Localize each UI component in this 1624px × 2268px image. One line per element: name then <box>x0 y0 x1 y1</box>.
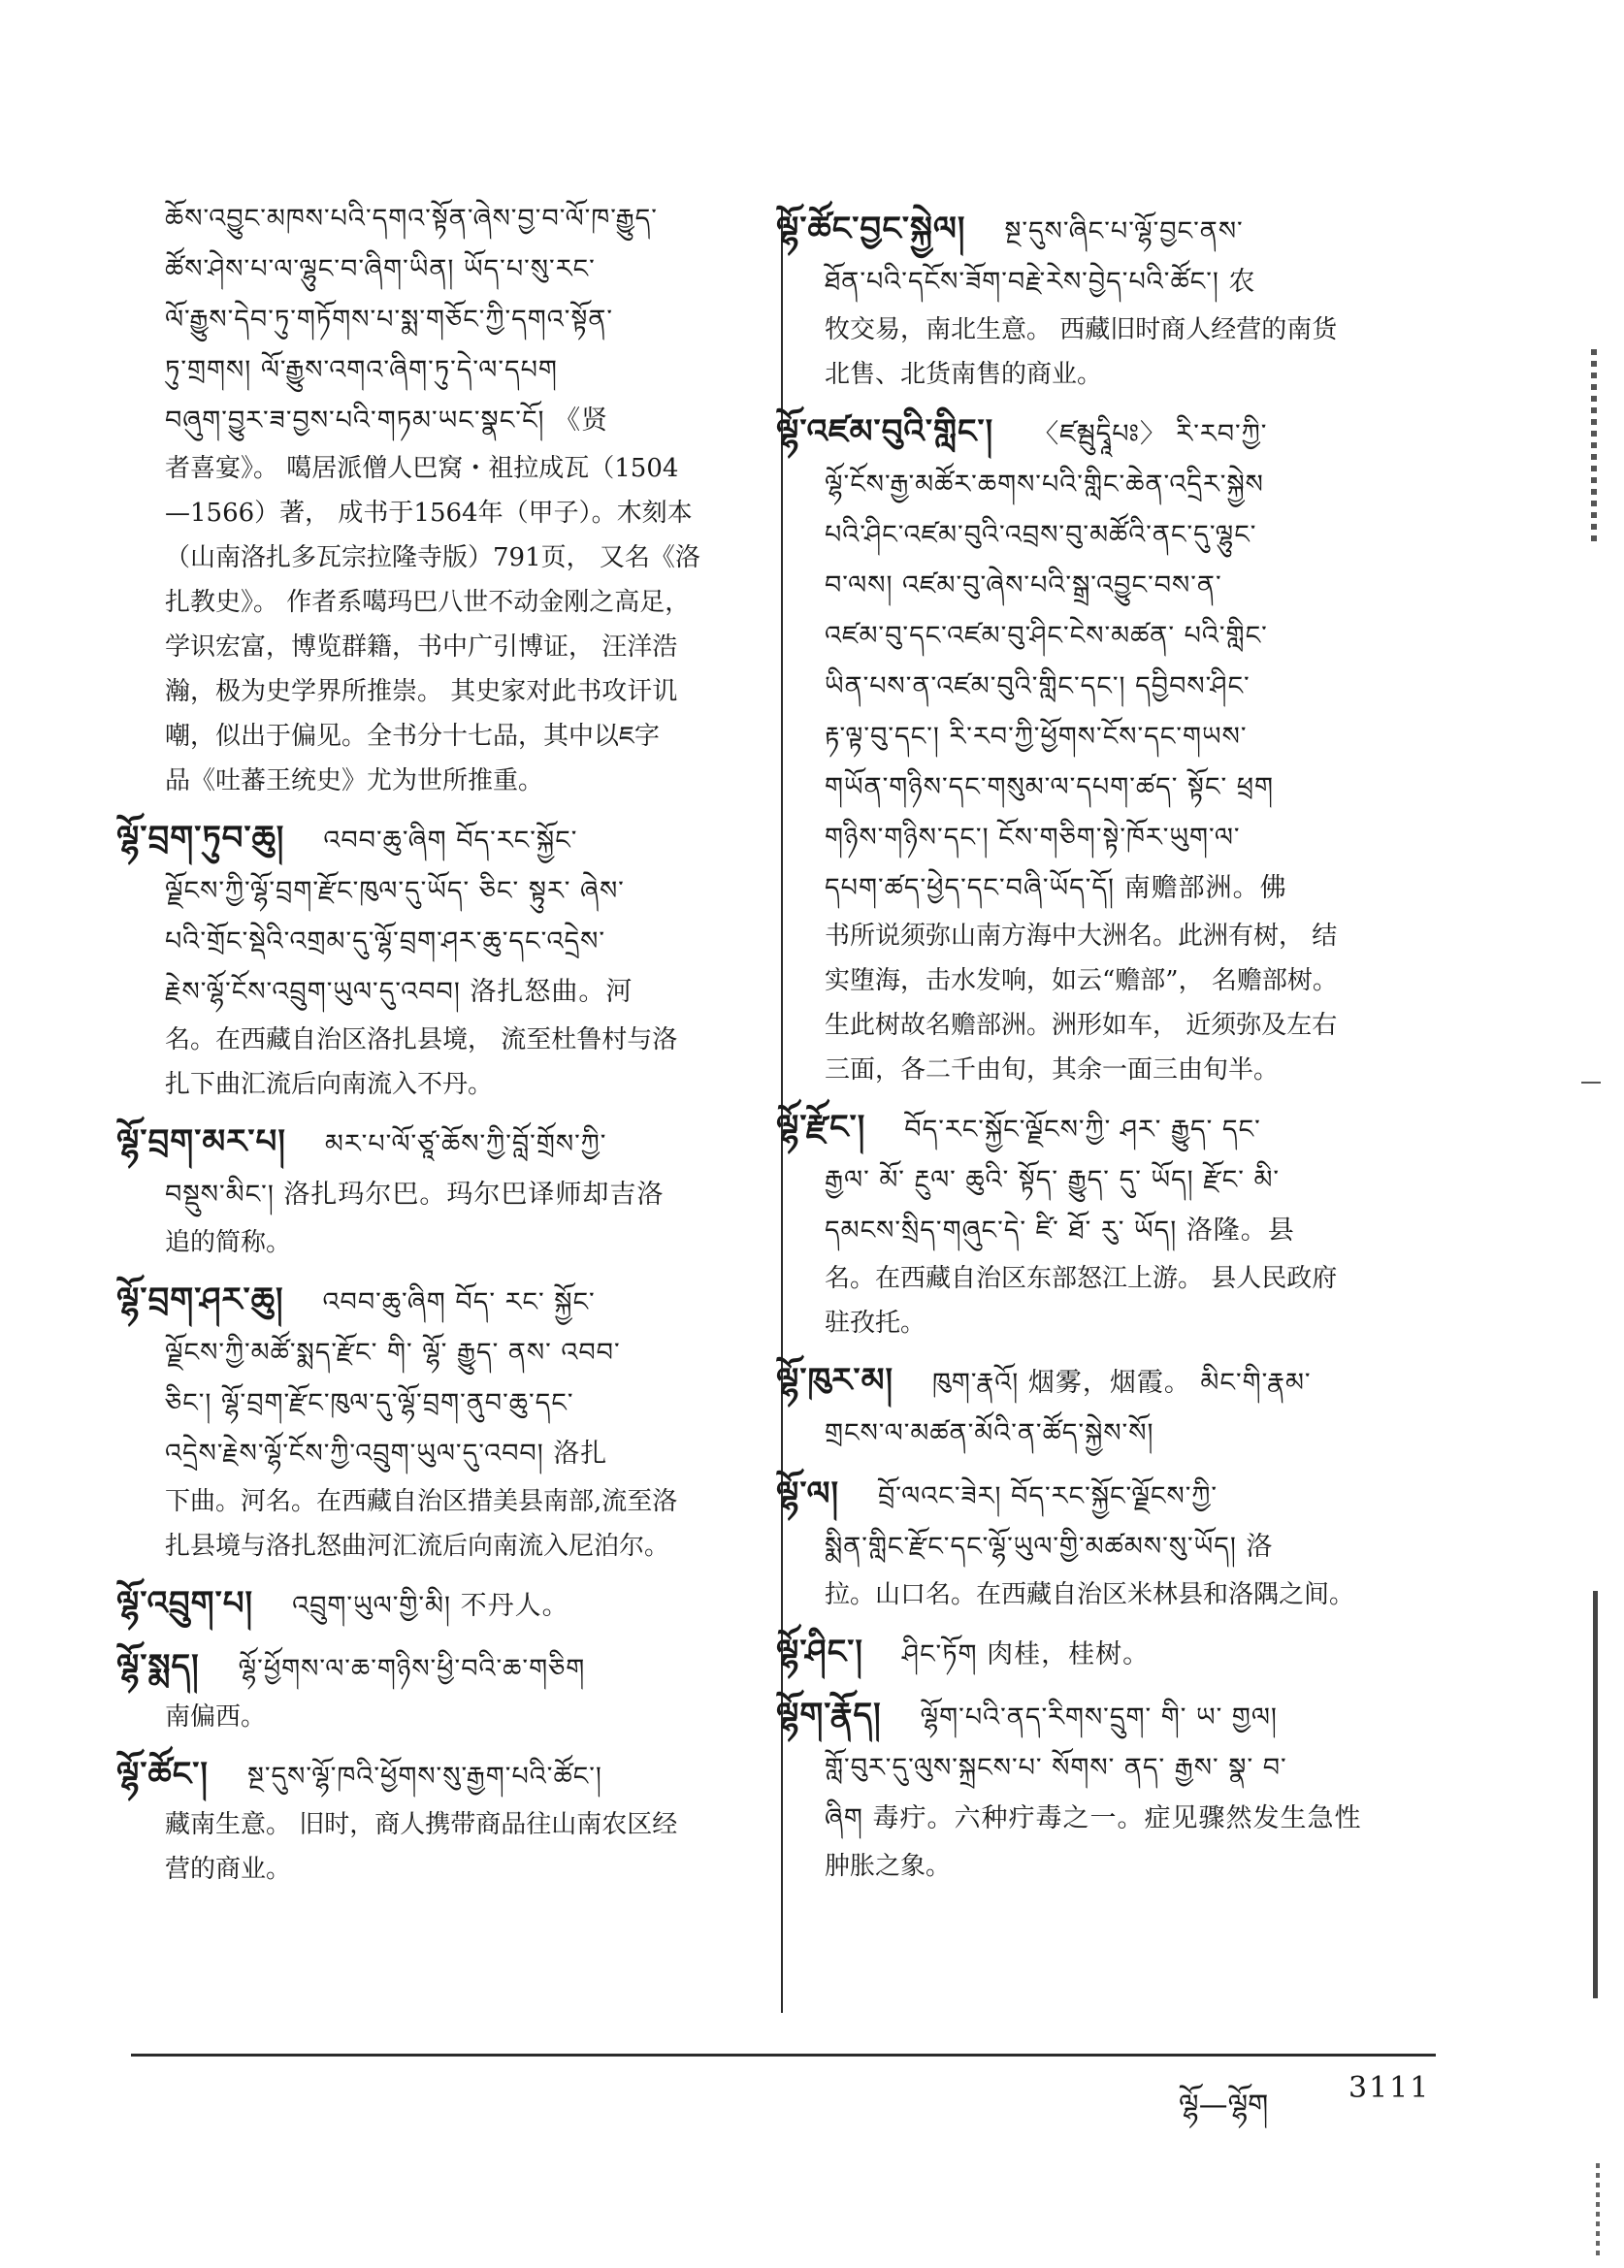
definition-line: 嘲，似出于偏见。全书分十七品，其中以ཇ字 <box>165 722 660 751</box>
dictionary-entry <box>116 1641 766 1739</box>
definition-line: 瀚，极为史学界所推崇。 其史家对此书攻讦讥 <box>165 677 678 706</box>
definition-line: 营的商业。 <box>165 1855 292 1884</box>
tibetan-text-line <box>776 1355 1436 1409</box>
dictionary-entry <box>116 1749 766 1892</box>
entry-first-line-text: མར་པ་ལོ་ཙཱ་ཆོས་ཀྱི་བློ་གྲོས་ཀྱི་ <box>324 1129 607 1159</box>
entry-first-line-text: སྔ་དུས་ཞིང་པ་ལྷོ་བྱང་ནས་ <box>1004 216 1244 246</box>
tibetan-text-line: བསྡུས་མིང་། 洛扎玛尔巴。玛尔巴译师却吉洛 <box>165 1180 665 1210</box>
tibetan-text-line: ཡིན་པས་ན་འཛམ་བུའི་གླིང་དང་། དབྱིབས་ཤིང་ <box>825 671 1250 701</box>
entry-first-line-text: ཤིང་ཏོག 肉桂，桂树。 <box>901 1639 1151 1669</box>
definition-line: 名。在西藏自治区东部怒江上游。 县人民政府 <box>825 1264 1338 1293</box>
definition-line: 三面，各二千由旬，其余一面三由旬半。 <box>825 1055 1280 1085</box>
entry-headword: ལྷོ་རྫོང་། <box>776 1108 866 1147</box>
tibetan-text-line <box>116 1275 766 1328</box>
entry-first-line-text: འབབ་ཆུ་ཞིག བོད་ རང་ སྐྱོང་ <box>322 1287 596 1317</box>
tibetan-text-line: རྗེས་ལྷོ་ངོས་འབྲུག་ཡུལ་དུ་འབབ། 洛扎怒曲。河 <box>165 977 633 1007</box>
tibetan-text-line: གཉིས་གཉིས་དང་། ངོས་གཅིག་སྟེ་ཁོར་ཡུག་ལ་ <box>825 823 1241 853</box>
entry-first-line-text: ལྷོག་པའི་ནད་རིགས་དྲུག་ གི་ ཡ་ གྱལ། <box>920 1702 1278 1733</box>
tibetan-text-line: ཏུ་གྲགས། ལོ་རྒྱུས་འགའ་ཞིག་ཏུ་དེ་ལ་དཔག <box>165 355 558 385</box>
tibetan-text-line: ལོ་རྒྱུས་དེབ་ཏུ་གཏོགས་པ་སྨ་གཅོང་ཀྱི་དགའ་སྟོན་ <box>165 305 614 335</box>
dictionary-entry <box>776 204 1436 397</box>
entry-headword: ལྷོ་འབྲུག་པ། <box>116 1584 254 1623</box>
dictionary-entry <box>116 813 766 1107</box>
entry-headword: ལྷོ་ཁུར་མ། <box>776 1361 894 1400</box>
right-column <box>776 194 1436 1889</box>
definition-line: 书所说须弥山南方海中大洲名。此洲有树， 结 <box>825 922 1338 951</box>
left-column <box>116 194 766 1892</box>
tibetan-text-line: ལྷོ་ངོས་རྒྱ་མཚོར་ཆགས་པའི་གླིང་ཆེན་འདྲིར་སྐྱེས <box>825 470 1264 500</box>
footer-headword-range: ལྷོ—ལྷོག <box>1179 2089 1269 2122</box>
tibetan-text-line: འཛམ་བུ་དང་འཛམ་བུ་ཤིང་ངེས་མཚན་ པའི་གླིང་ <box>825 621 1268 651</box>
tibetan-text-line: སྨིན་གླིང་རྫོང་དང་ལྷོ་ཡུལ་གྱི་མཚམས་སུ་ཡོད། 洛 <box>825 1532 1274 1562</box>
entry-first-line-text: 〈ཛམྦུདྭཱིཔཿ〉 རི་རབ་ཀྱི་ <box>1032 419 1268 449</box>
footer-rule <box>131 2054 1436 2057</box>
scan-margin-marks-bottom <box>1596 2163 1600 2260</box>
tibetan-text-line <box>116 1117 766 1170</box>
entry-headword: ལྷོ་བྲག་མར་པ། <box>116 1122 286 1161</box>
tibetan-text-line: གྲངས་ལ་མཚན་མོའི་ན་ཚོད་སྐྱེས་སོ། <box>825 1418 1154 1448</box>
definition-line: 品《吐蕃王统史》尤为世所推重。 <box>165 766 544 795</box>
tibetan-text-line: ལྗོངས་ཀྱི་ལྷོ་བྲག་རྫོང་ཁུལ་དུ་ཡོད་ ཅིང་ སྟུར་ ཞེས་ <box>165 876 625 906</box>
tibetan-text-line: རྒྱལ་ མོ་ རྔུལ་ ཆུའི་ སྟོད་ རྒྱུད་ དུ་ ཡོད། རྫོང་ མི་ <box>825 1165 1281 1195</box>
definition-line: 扎县境与洛扎怒曲河汇流后向南流入尼泊尔。 <box>165 1532 670 1561</box>
dictionary-entry <box>776 1102 1436 1345</box>
entry-headword: ལྷོ་སྨད། <box>116 1647 200 1686</box>
definition-line: 肿胀之象。 <box>825 1852 952 1881</box>
definition-line: 下曲。河名。在西藏自治区措美县南部,流至洛 <box>165 1487 678 1516</box>
definition-line: 北售、北货南售的商业。 <box>825 360 1103 389</box>
definition-line: 实堕海，击水发响，如云“赡部”， 名赡部树。 <box>825 966 1338 995</box>
tibetan-text-line <box>776 1690 1436 1743</box>
dictionary-entry <box>776 1627 1436 1680</box>
tibetan-text-line: དཔག་ཚད་ཕྱེད་དང་བཞི་ཡོད་དོ། 南赡部洲。佛 <box>825 873 1287 903</box>
tibetan-text-line: ཆོས་འབྱུང་མཁས་པའི་དགའ་སྟོན་ཞེས་བྱ་བ་ལོ་ཁ་རྒྱུད་ <box>165 204 658 234</box>
tibetan-text-line <box>116 1749 766 1802</box>
tibetan-text-line: རྟ་ལྟ་བུ་དང་། རི་རབ་ཀྱི་ཕྱོགས་ངོས་དང་གཡས་ <box>825 722 1248 752</box>
dictionary-entry <box>776 1690 1436 1889</box>
tibetan-text-line: འདྲེས་རྗེས་ལྷོ་ངོས་ཀྱི་འབྲུག་ཡུལ་དུ་འབབ། 洛扎 <box>165 1439 608 1469</box>
dictionary-entry <box>776 1469 1436 1617</box>
definition-line: 拉。山口名。在西藏自治区米林县和洛隅之间。 <box>825 1580 1355 1609</box>
tibetan-text-line <box>116 813 766 866</box>
definition-line: 牧交易，南北生意。 西藏旧时商人经营的南货 <box>825 315 1338 344</box>
tibetan-text-line: ལྗོངས་ཀྱི་མཚོ་སྨད་རྫོང་ གི་ ལྷོ་ རྒྱུད་ ནས་ འབབ་ <box>165 1338 621 1368</box>
entry-first-line-text: སྔ་དུས་ལྷོ་ཁའི་ཕྱོགས་སུ་རྒྱག་པའི་ཚོང་། <box>246 1762 602 1792</box>
definition-line: 生此树故名赡部洲。洲形如车， 近须弥及左右 <box>825 1011 1338 1040</box>
tibetan-text-line: ཚོས་ཤེས་པ་ལ་ལྷུང་བ་ཞིག་ཡིན། ཡོད་པ་སུ་རང་ <box>165 254 596 284</box>
definition-line: 扎下曲汇流后向南流入不丹。 <box>165 1070 494 1099</box>
tibetan-text-line <box>776 1469 1436 1522</box>
scan-margin-marks <box>1591 349 1597 543</box>
tibetan-text-line: གཡོན་གཉིས་དང་གསུམ་ལ་དཔག་ཚད་ སྟོང་ ཕྲག <box>825 772 1275 802</box>
scan-margin-bar <box>1593 1591 1598 1998</box>
definition-line: （山南洛扎多瓦宗拉隆寺版）791页， 又名《洛 <box>165 543 700 572</box>
tibetan-text-line: ཐོན་པའི་དངོས་ཟོག་བརྗེ་རེས་བྱེད་པའི་ཚོང་། 农 <box>825 267 1256 297</box>
definition-line: 驻孜托。 <box>825 1309 926 1338</box>
definition-line: 扎教史》。 作者系噶玛巴八世不动金刚之高足， <box>165 588 691 617</box>
dictionary-entry <box>776 1355 1436 1459</box>
tibetan-text-line: པའི་ཤིང་འཛམ་བུའི་འབྲས་བུ་མཚོའི་ནང་དུ་ལྷུང་ <box>825 520 1257 550</box>
left-entries <box>116 813 766 1892</box>
tibetan-text-line: གློ་བུར་དུ་ལུས་སྐྲངས་པ་ སོགས་ ནད་ རྒྱས་ སྣ་ བ་ <box>825 1753 1287 1783</box>
tibetan-text-line: དམངས་སྲིད་གཞུང་དེ་ ཛི་ ཐོ་ རུ་ ཡོད། 洛隆。县 <box>825 1215 1295 1246</box>
entry-headword: ལྷོ་ཚོང་། <box>116 1755 209 1794</box>
definition-line: 追的简称。 <box>165 1228 292 1257</box>
dictionary-entry <box>776 406 1436 1092</box>
tibetan-text-line: ཞིག 毒疔。六种疔毒之一。症见骤然发生急性 <box>825 1803 1362 1833</box>
entry-headword: ལྷོ་བྲག་ཤར་ཆུ། <box>116 1280 284 1319</box>
entry-first-line-text: བོད་རང་སྐྱོང་ལྗོངས་ཀྱི་ ཤར་ རྒྱུད་ དང་ <box>904 1115 1261 1145</box>
entry-headword: ལྷོ་ལ། <box>776 1474 839 1513</box>
definition-line: —1566）著， 成书于1564年（甲子）。木刻本 <box>165 499 693 528</box>
tibetan-text-line: པའི་གྲོང་སྡེའི་འགྲམ་དུ་ལྷོ་བྲག་ཤར་ཆུ་དང་འདྲེས་ <box>165 926 606 956</box>
definition-line: 学识宏富，博览群籍，书中广引博证， 汪洋浩 <box>165 632 678 662</box>
tibetan-text-line: བ་ལས། འཛམ་བུ་ཞེས་པའི་སྒྲ་འབྱུང་བས་ན་ <box>825 570 1222 600</box>
definition-line: 南偏西。 <box>165 1702 267 1732</box>
tibetan-text-line: བཞུག་བྱུར་ཟ་བྱས་པའི་གཏམ་ཡང་སྣང་ངོ། 《贤 <box>165 405 609 436</box>
entry-headword: ལྷོག་རྣོད། <box>776 1696 882 1734</box>
entry-first-line-text: འབབ་ཆུ་ཞིག བོད་རང་སྐྱོང་ <box>323 826 578 856</box>
definition-line: 藏南生意。 旧时，商人携带商品往山南农区经 <box>165 1810 678 1839</box>
entry-headword: ལྷོ་འཛམ་བུའི་གླིང་། <box>776 412 994 451</box>
tibetan-text-line <box>776 204 1436 257</box>
entry-headword: ལྷོ་བྲག་ཏུབ་ཆུ། <box>116 819 285 858</box>
entry-headword: ལྷོ་ཤིང་། <box>776 1633 863 1671</box>
right-entries <box>776 204 1436 1889</box>
tibetan-text-line <box>116 1641 766 1695</box>
dictionary-entry <box>116 1117 766 1265</box>
entry-first-line-text: བྲོ་ལའང་ཟེར། བོད་རང་སྐྱོང་ལྗོངས་ཀྱི་ <box>878 1481 1218 1511</box>
definition-line: 者喜宴》。 噶居派僧人巴窝・祖拉成瓦（1504 <box>165 454 679 483</box>
page-number: 3111 <box>1348 2071 1431 2105</box>
dictionary-entry <box>116 1578 766 1632</box>
tibetan-text-line <box>776 1627 1436 1680</box>
scan-margin-dash <box>1581 1082 1601 1084</box>
definition-line: 名。在西藏自治区洛扎县境， 流至杜鲁村与洛 <box>165 1025 678 1054</box>
entry-headword: ལྷོ་ཚོང་བྱང་སྐྱེལ། <box>776 210 966 248</box>
tibetan-text-line <box>116 1578 766 1632</box>
entry-first-line-text: ལྷོ་ཕྱོགས་ལ་ཆ་གཉིས་ཕྱི་བའི་ཆ་གཅིག <box>238 1654 586 1684</box>
left-intro-block <box>146 194 766 803</box>
tibetan-text-line: ཅིང་། ལྷོ་བྲག་རྫོང་ཁུལ་དུ་ལྷོ་བྲག་ནུབ་ཆུ་དང་ <box>165 1388 574 1418</box>
tibetan-text-line <box>776 406 1436 460</box>
entry-first-line-text: ཁུག་རྣའོ། 烟雾，烟霞。 མིང་གི་རྣམ་ <box>932 1368 1312 1398</box>
entry-first-line-text: འབྲུག་ཡུལ་གྱི་མི། 不丹人。 <box>292 1591 569 1621</box>
tibetan-text-line <box>776 1102 1436 1155</box>
dictionary-entry <box>116 1275 766 1569</box>
